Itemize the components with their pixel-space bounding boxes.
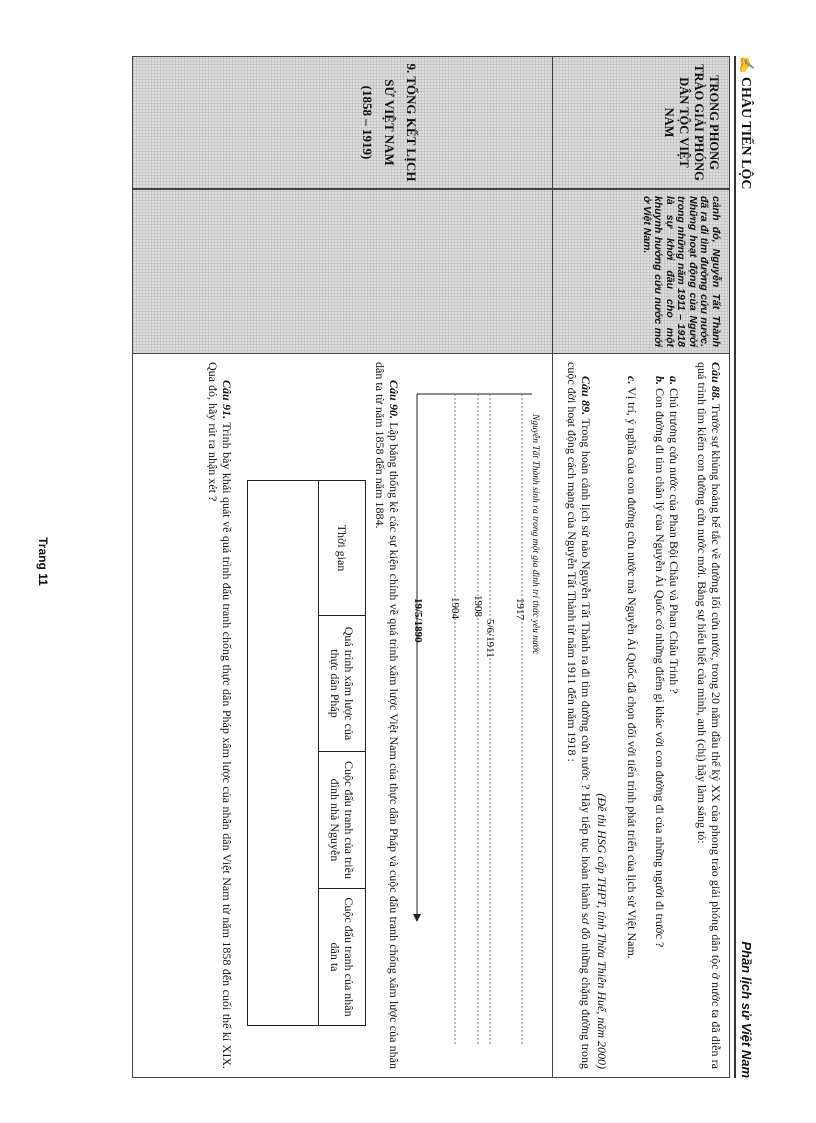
question-89-label: Câu 89. [579,376,593,416]
question-88 [695,362,723,1069]
timeline-year-1904: 1904 [449,597,461,619]
question-88-c-text: Vị trí, ý nghĩa của con đường cứu nước mà Nguyễn Ái Quốc đã chọn đối với tiến trình phát triển của lịch sử Việt Nam. [625,387,639,959]
question-88-label: Câu 88. [709,362,723,401]
question-91 [206,362,234,1069]
timeline-year-1917: 1917 [514,598,526,620]
question-88-a-label: a. [667,376,681,385]
topic-title: TRONG PHONG TRÀO GIẢI PHÓNG DÂN TỘC VIỆT NAM [662,64,721,181]
table-empty-row [247,480,319,1026]
question-90-label: Câu 90. [387,380,401,419]
summary-note-cell [132,189,552,354]
question-88-a [667,376,681,1069]
summary-title-line1: 9. TỔNG KẾT LỊCH SỬ VIỆT NAM [382,63,419,182]
summary-topic-cell [132,56,552,189]
questions-cell [552,354,730,1078]
section-national-liberation [552,56,730,1078]
question-89-text: Trong hoàn cảnh lịch sử nào Nguyễn Tất Thành ra đi tìm đường cứu nước ? Hãy tiếp tục hoàn thành sơ đồ những chặng đường trong cuộc đời hoạt động cách mạng của Nguyễn Tất Thành từ năm 1911 đến năm 1918 : [565,362,593,1069]
question-89 [565,362,593,1069]
topic-note: cảnh đó, Nguyễn Tất Thành đã ra đi tìm đường cứu nước. Những hoạt động của Người trong những năm 1911 – 1918 là sự khởi đầu cho một khuynh hướng cứu nước mới ở Việt Nam. [641,196,722,347]
header-author: ✍ CHÂU TIẾN LỘC [738,56,753,190]
statistics-table [247,480,366,1026]
page-number: Trang 11 [36,537,50,586]
timeline-year-1908: 1908 [472,595,484,617]
summary-questions-cell [132,354,552,1078]
table-header-nguyen-court: Cuộc đấu tranh của triều đình nhà Nguyễn [318,751,366,889]
header-rule [734,56,736,1078]
summary-title-line2: (1858 – 1919) [360,85,375,160]
question-90-text: Lập bảng thống kê các sự kiện chính về quá trình xâm lược Việt Nam của thực dân Pháp và cuộc đấu tranh chống xâm lược của nhân dân ta từ năm 1858 đến năm 1884. [373,362,401,1069]
timeline-birth-caption: Nguyễn Tất Thành sinh ra trong một gia đình trí thức yêu nước [530,414,540,655]
question-88-c-label: c. [625,376,639,385]
timeline-arrow [413,914,421,922]
summary-title [356,57,422,188]
timeline-year-1890: 19/5/1890 [412,598,424,643]
question-91-text: Trình bày khái quát về quá trình đấu tranh chống thực dân Pháp xâm lược của nhân dân Việt Nam từ năm 1858 đến cuối thế kỉ XIX. Qua đó, hãy rút ra nhận xét ? [206,362,234,1069]
topic-cell [552,56,730,189]
section-summary [132,56,552,1078]
question-91-label: Câu 91. [220,380,234,420]
note-cell [552,189,730,354]
question-88-b-label: b. [653,376,667,385]
table-header-people-struggle: Cuộc đấu tranh của nhân dân ta [318,888,366,1026]
question-88-text: Trước sự khủng hoảng bế tắc về đường lối cứu nước, trong 20 năm đầu thế kỷ XX của phong trào giải phóng dân tộc ở nước ta đã diễn ra quá trình tìm kiếm con đường cứu nước mới. Bằng sự hiểu biết của mình, anh (chị) hãy làm sáng tỏ: [695,362,723,1069]
table-header-french-invasion: Quá trình xâm lược của thực dân Pháp [318,615,366,752]
question-88-b [653,362,667,1069]
header-subject: Phần lịch sử Việt Nam [739,941,754,1078]
exam-source: (Đề thi HSG cấp THPT, tỉnh Thừa Thiên Huế, năm 2000) [595,793,609,1069]
question-88-a-text: Chủ trương cứu nước của Phan Bội Châu và Phan Châu Trinh ? [667,388,681,694]
question-88-c [625,362,639,1069]
question-88-b-text: Con đường đi tìm chân lý của Nguyễn Ái Quốc có những điểm gì khác với con đường đi của những người đi trước ? [653,388,667,948]
question-90 [373,362,401,1069]
timeline-year-1911: 5/6/1911 [484,619,496,658]
table-header-time: Thời gian [318,480,366,616]
